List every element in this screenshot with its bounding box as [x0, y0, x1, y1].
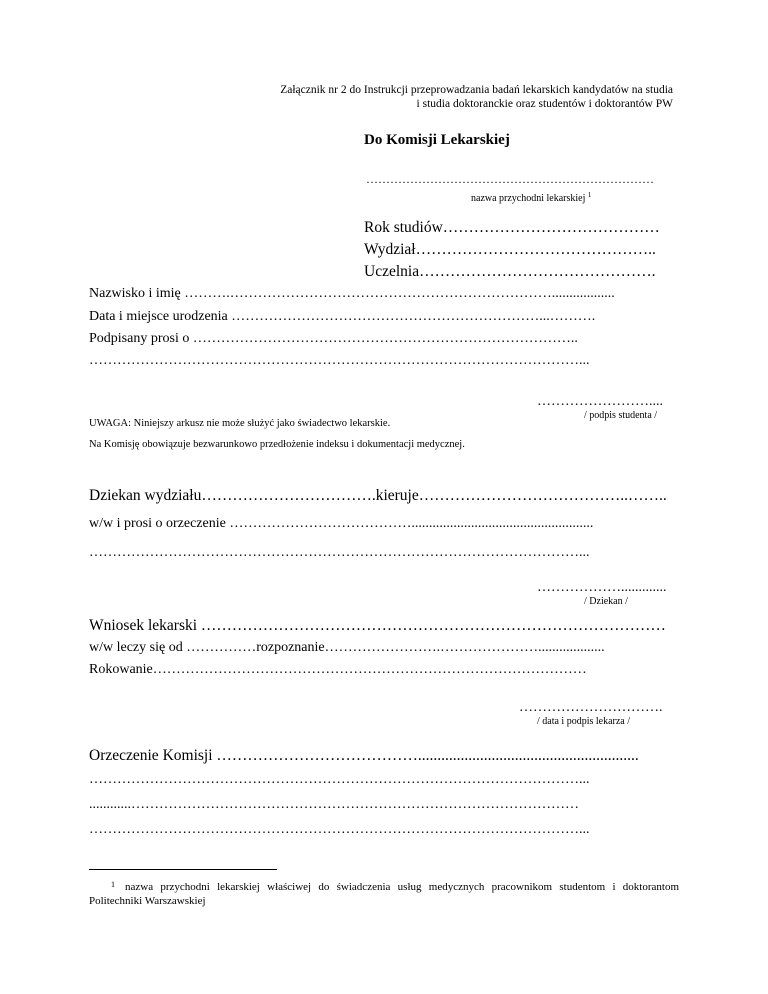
footnote-number: 1: [111, 880, 115, 889]
birth-date-place-field: Data i miejsce urodzenia …………………………………………………………...……….: [89, 309, 596, 324]
footnote-text: nazwa przychodni lekarskiej właściwej do świadczenia usług medycznych pracownikom studentom i doktorantom Politechniki Warszawskiej: [89, 881, 679, 907]
clinic-name-field: ………………………………………………………………: [366, 172, 654, 186]
dean-signature-line: ……………….............: [537, 580, 667, 595]
dean-continuation-line: ……………………………………………………………………………………………...: [89, 545, 590, 560]
clinic-name-label: [471, 191, 591, 204]
request-field: Podpisany prosi o ………………………………………………………………………..: [89, 331, 578, 346]
dean-referral-line: Dziekan wydziału…………………………….kieruje…………………………………..……..: [89, 487, 667, 504]
student-signature-line: ……………………....: [537, 394, 663, 409]
commission-continuation-1: ……………………………………………………………………………………………...: [89, 772, 590, 787]
university-field: Uczelnia……………………………………….: [364, 263, 656, 280]
attachment-line-1: Załącznik nr 2 do Instrukcji przeprowadzania badań lekarskich kandydatów na studia: [280, 84, 673, 96]
warning-note: UWAGA: Niniejszy arkusz nie może służyć jako świadectwo lekarskie.: [89, 418, 391, 429]
doctor-signature-line: ………………………….: [519, 700, 663, 715]
dean-signature-label: / Dziekan /: [584, 596, 628, 607]
commission-continuation-3: ……………………………………………………………………………………………...: [89, 822, 590, 837]
footnote-divider: [89, 869, 277, 870]
commission-continuation-2: ............……………………………………………………………………………………: [89, 797, 579, 812]
faculty-field: Wydział………………………………………..: [364, 241, 656, 258]
clinic-label-text: nazwa przychodni lekarskiej: [471, 193, 586, 204]
commission-ruling-line: Orzeczenie Komisji ………………………………….........................................................: [89, 747, 639, 764]
treatment-diagnosis-line: w/w leczy się od ……………rozpoznanie…………………….…………………...................: [89, 640, 605, 655]
footnote: [89, 878, 679, 908]
request-continuation: ……………………………………………………………………………………………...: [89, 353, 590, 368]
name-field: Nazwisko i imię ……….……………………………………………………………..................: [89, 286, 615, 301]
attachment-line-2: i studia doktoranckie oraz studentów i doktorantów PW: [416, 98, 673, 110]
doctor-signature-label: / data i podpis lekarza /: [537, 716, 631, 727]
student-signature-label: / podpis studenta /: [584, 410, 658, 421]
dean-request-line: w/w i prosi o orzeczenie …………………………………....................................................: [89, 516, 594, 531]
form-title: Do Komisji Lekarskiej: [364, 132, 510, 148]
footnote-mark: 1: [587, 191, 592, 199]
year-of-study-field: Rok studiów……………………………………: [364, 219, 660, 236]
medical-request-line: Wniosek lekarski ………………………………………………………………………………: [89, 617, 666, 634]
prognosis-line: Rokowanie…………………………………………………………………………………: [89, 662, 587, 677]
requirement-note: Na Komisję obowiązuje bezwarunkowo przedłożenie indeksu i dokumentacji medycznej.: [89, 439, 465, 450]
